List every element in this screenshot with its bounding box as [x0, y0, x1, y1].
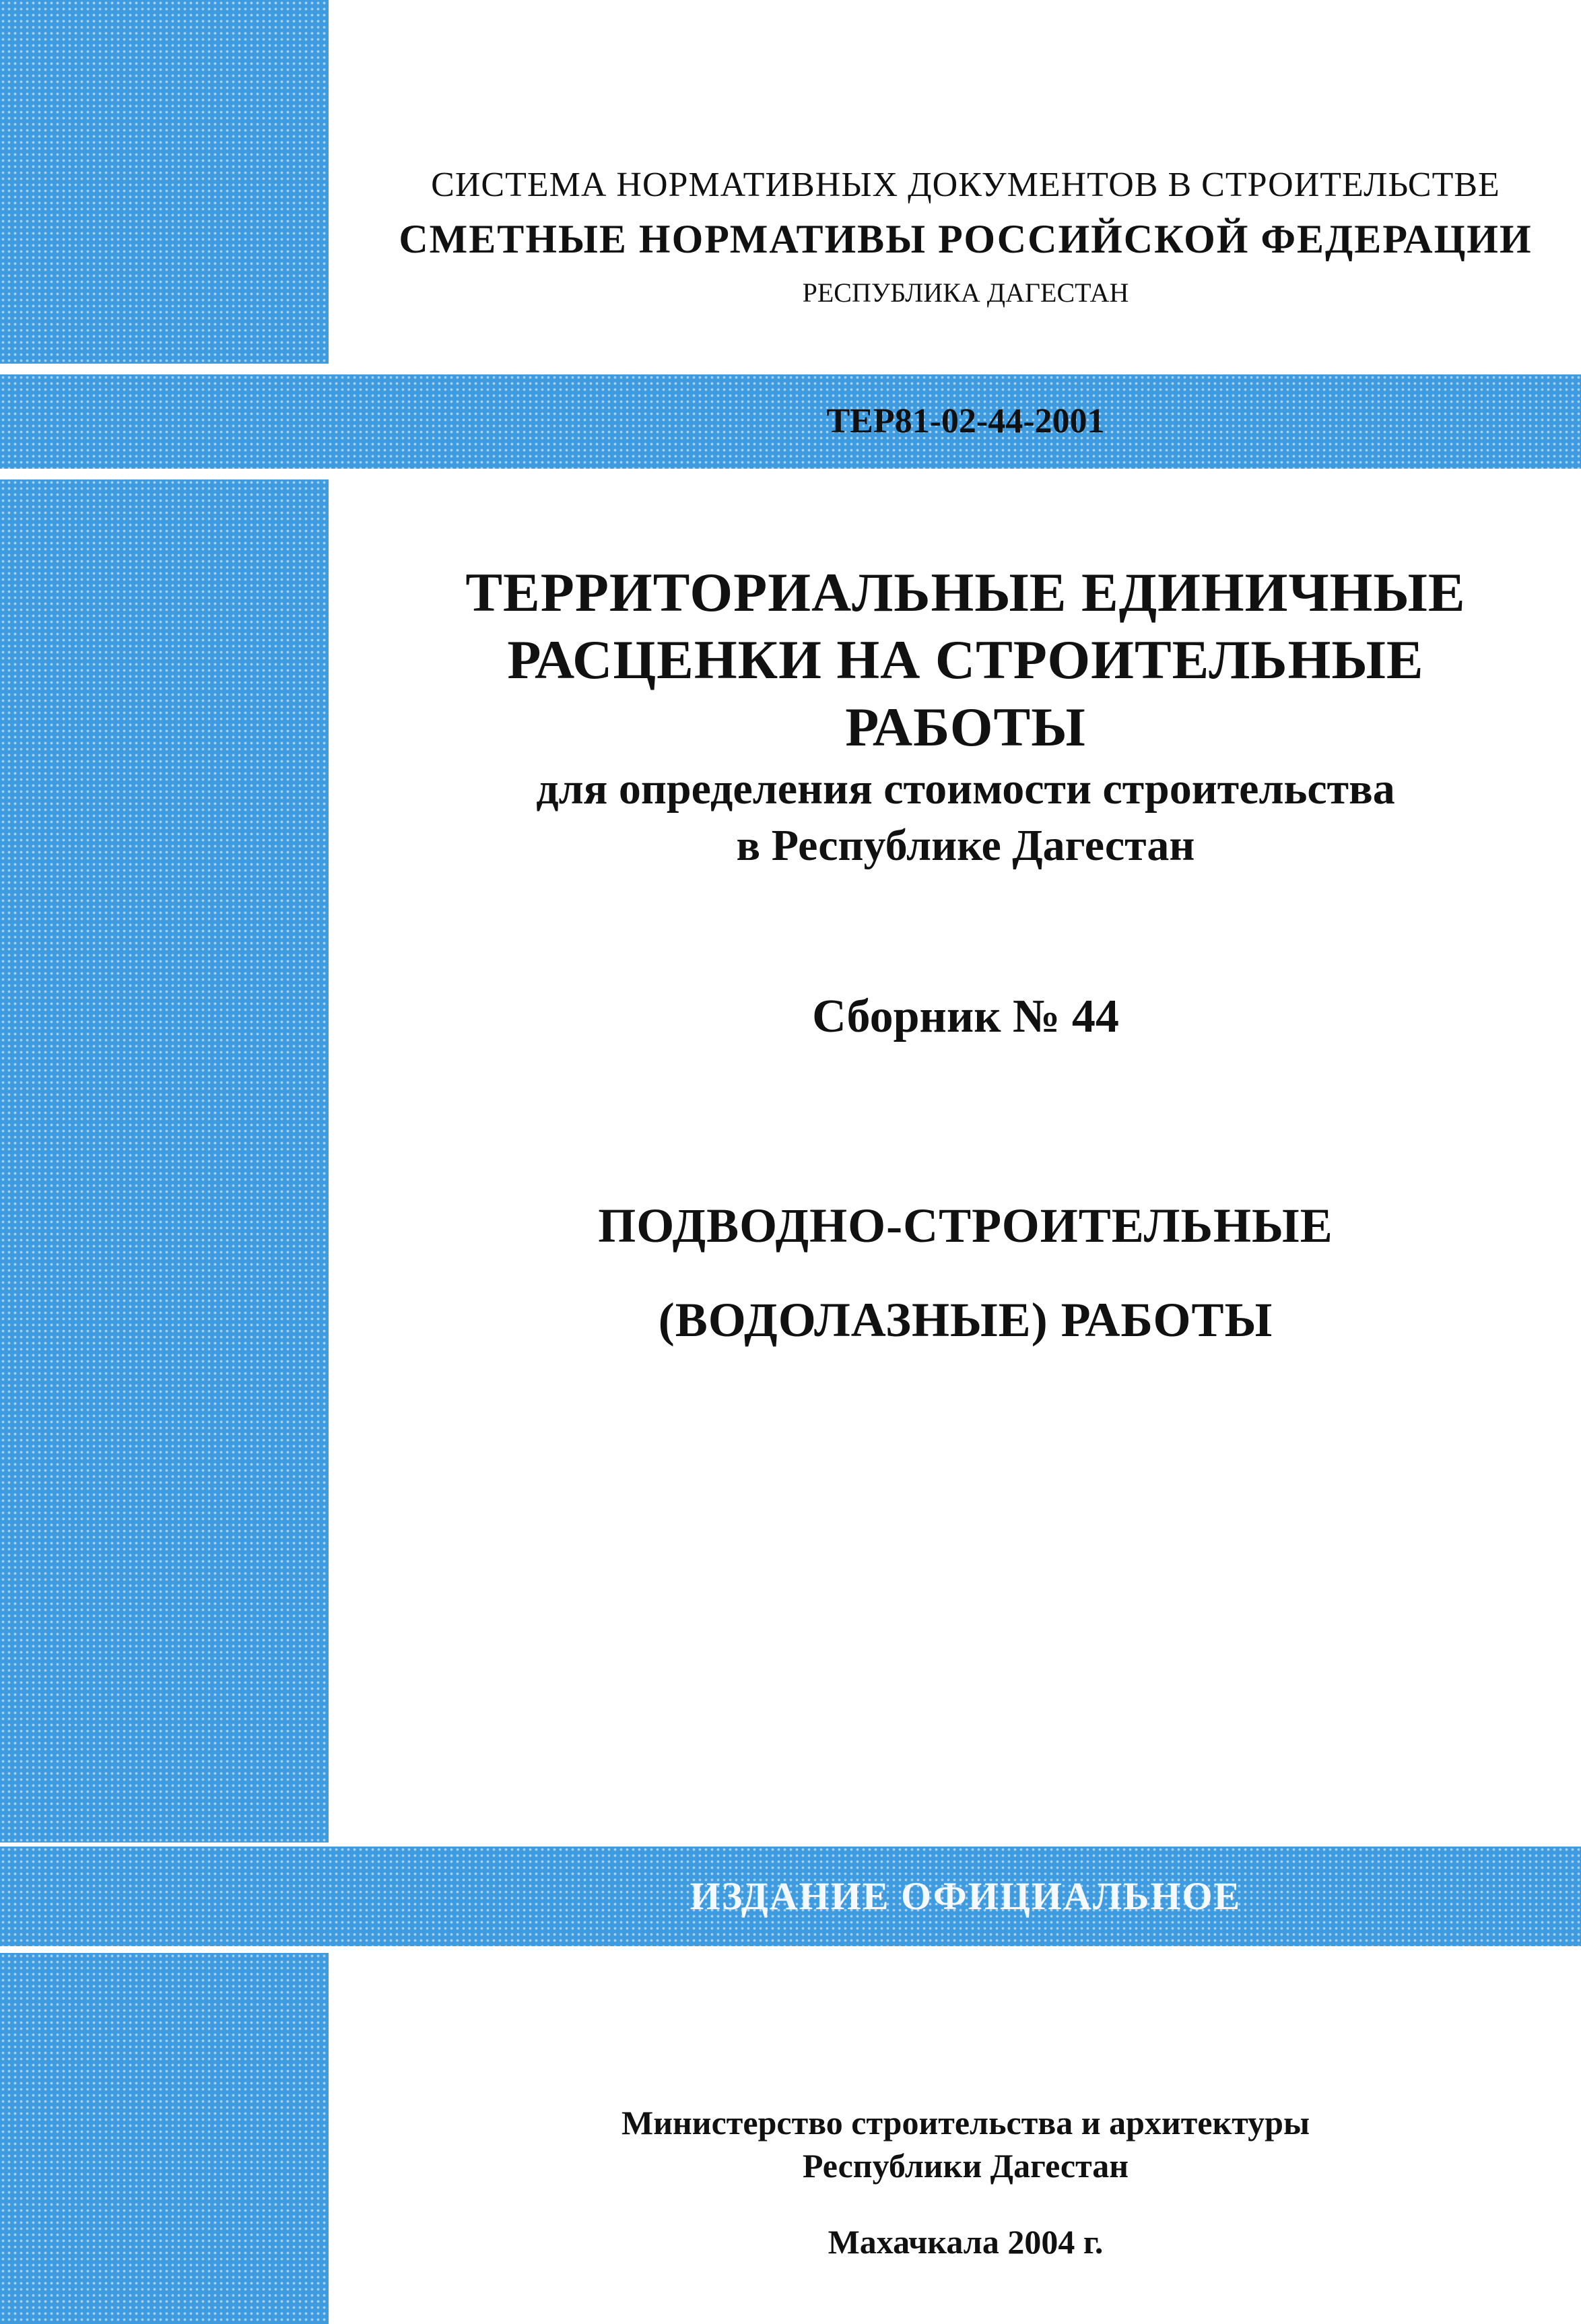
- publisher-line-2: Республики Дагестан: [802, 2147, 1129, 2185]
- region-line: РЕСПУБЛИКА ДАГЕСТАН: [802, 277, 1129, 308]
- title-line-1: ТЕРРИТОРИАЛЬНЫЕ ЕДИНИЧНЫЕ: [465, 562, 1466, 623]
- edition-label: ИЗДАНИЕ ОФИЦИАЛЬНОЕ: [689, 1874, 1242, 1918]
- document-code: ТЕР81-02-44-2001: [826, 402, 1105, 440]
- system-line: СИСТЕМА НОРМАТИВНЫХ ДОКУМЕНТОВ В СТРОИТЕЛЬСТВЕ: [431, 166, 1500, 204]
- series-header: [350, 162, 1581, 317]
- work-subject: [350, 1178, 1581, 1367]
- title-line-2: РАСЦЕНКИ НА СТРОИТЕЛЬНЫЕ: [507, 629, 1424, 690]
- norms-line: СМЕТНЫЕ НОРМАТИВЫ РОССИЙСКОЙ ФЕДЕРАЦИИ: [399, 217, 1533, 261]
- document-title: [350, 559, 1581, 874]
- subtitle-line-2: в Республике Дагестан: [736, 821, 1195, 870]
- subject-line-1: ПОДВОДНО-СТРОИТЕЛЬНЫЕ: [598, 1199, 1333, 1253]
- title-line-3: РАБОТЫ: [845, 696, 1086, 758]
- publisher-line-1: Министерство строительства и архитектуры: [621, 2104, 1310, 2142]
- collection-number: Сборник № 44: [812, 991, 1119, 1042]
- left-decorative-strip-bottom: [0, 1953, 329, 2324]
- subject-line-2: (ВОДОЛАЗНЫЕ) РАБОТЫ: [658, 1293, 1273, 1347]
- place-and-year: Махачкала 2004 г.: [828, 2223, 1104, 2261]
- left-decorative-strip-middle: [0, 479, 329, 1842]
- publisher: [350, 2101, 1581, 2187]
- left-decorative-strip-top: [0, 0, 329, 364]
- subtitle-line-1: для определения стоимости строительства: [536, 764, 1395, 814]
